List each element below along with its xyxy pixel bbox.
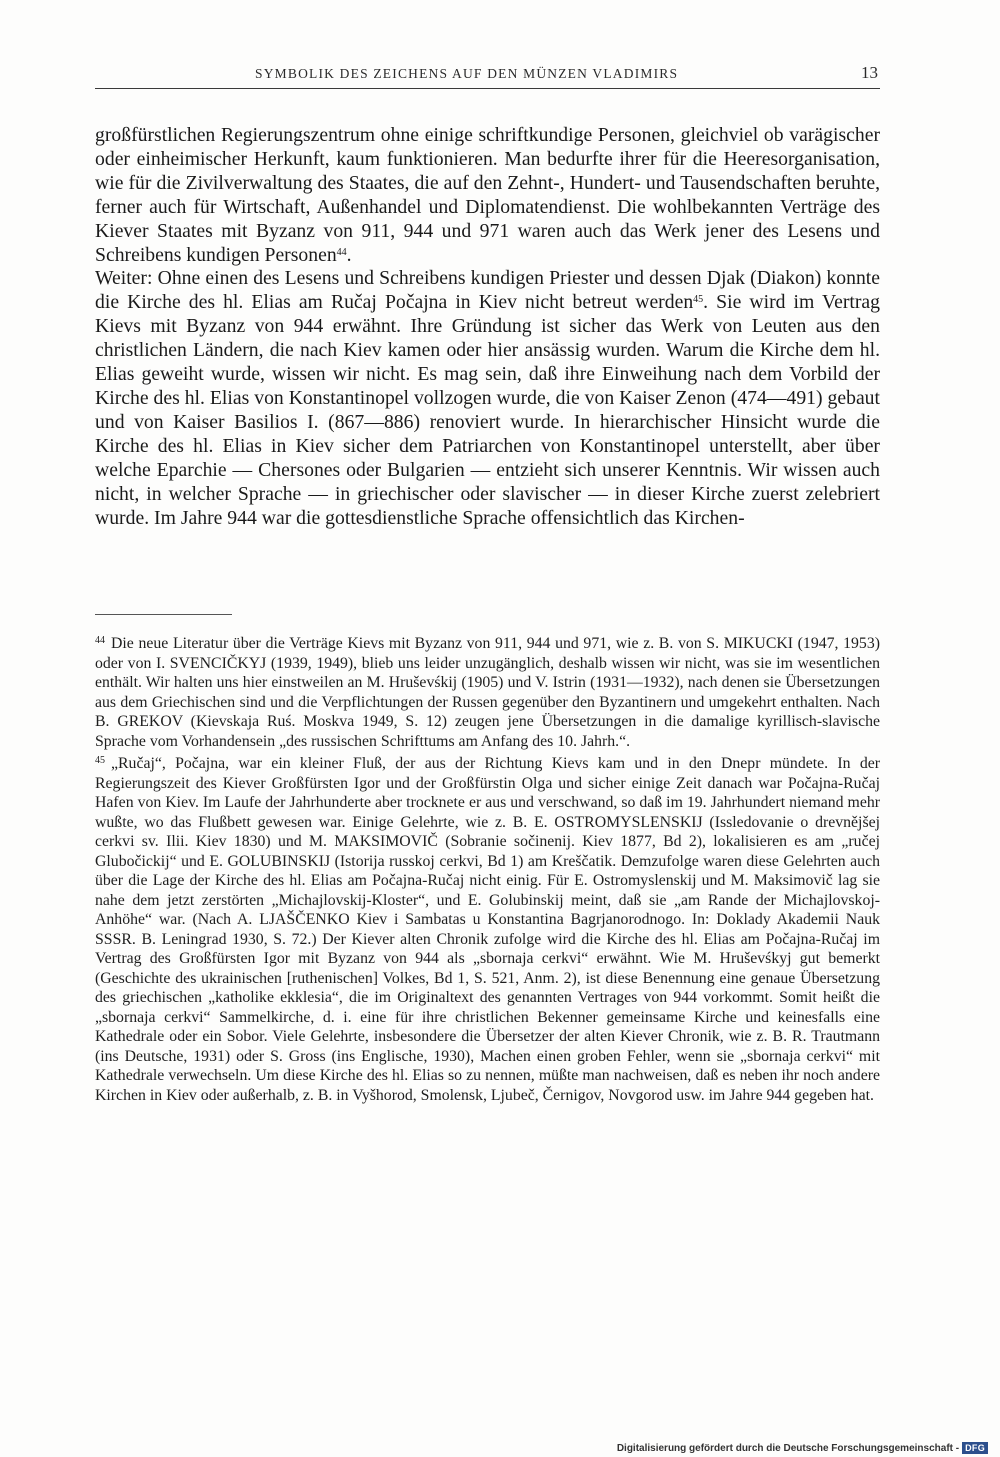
footnote-divider [95,614,232,615]
running-title: SYMBOLIK DES ZEICHENS AUF DEN MÜNZEN VLADIMIRS [255,66,679,81]
digitization-footer [617,1441,988,1455]
paragraph-text: Weiter: Ohne einen des Lesens und Schreibens kundigen Priester und dessen Djak (Diakon) konnte die Kirche des hl. Elias am Ručaj Počajna in Kiev nicht betreut werden [95,267,880,314]
footnotes [95,631,880,1105]
running-head [95,63,880,89]
page-number: 13 [861,63,878,82]
footnote-text: Die neue Literatur über die Verträge Kievs mit Byzanz von 911, 944 und 971, wie z. B. von S. MIKUCKI (1947, 1953) oder von I. SVENCIČKYJ (1939, 1949), blieb uns leider unzugänglich, deshalb wissen wir nicht, was sie im wesentlichen enthält. Wir halten uns hier einstweilen an M. Hruševśkij (1905) und V. Istrin (1931—1932), nach denen sie Übersetzungen aus dem Griechischen sind und die Verpflichtungen der Russen gegenüber den Byzantinern und umgekehrt enthalten. Nach B. GREKOV (Kievskaja Ruś. Moskva 1949, S. 12) zeugen jene Übersetzungen in die damalige kyrillisch-slavische Sprache vom Vorhandensein „des russischen Schrifttums am Anfang des 10. Jahrh.“. [95,635,880,750]
paragraph-text: . [346,243,352,266]
footnote-reference: 44 [336,246,347,258]
digitization-note: Digitalisierung gefördert durch die Deutsche Forschungsgemeinschaft - [616,1442,960,1454]
footnote-text: „Ručaj“, Počajna, war ein kleiner Fluß, der aus der Richtung Kievs kam und in den Dnepr mündete. In der Regierungszeit des Kiever Großfürsten Igor und der Großfürstin Olga und sicher einige Zeit danach war Počajna-Ručaj Hafen von Kiev. Im Laufe der Jahrhunderte aber trocknete er aus und verschwand, so daß im 19. Jahrhundert niemand mehr wußte, wo das Flußbett gewesen war. Einige Gelehrte, wie z. B. E. OSTROMYSLENSKIJ (Issledovanie o drevnějšej cerkvi sv. Ilii. Kiev 1830) und M. MAKSIMOVIČ (Sobranie sočinenij. Kiev 1877, Bd 2), lokalisieren es am „ručej Glubočickij“ und E. GOLUBINSKIJ (Istorija russkoj cerkvi, Bd 1) am Kreščatik. Demzufolge waren diese Gelehrten auch über die Lage der Kirche des hl. Elias am Počajna-Ručaj nicht einig. Für E. Ostromyslenskij und M. Maksimovič lag sie nahe dem jetzt zerstörten „Michajlovskij-Kloster“, und E. Golubinskij meint, daß sie „am Rande der Michajlovskoj-Anhöhe“ war. (Nach A. LJAŠČENKO Kiev i Sambatas u Konstantina Bagrjanorodnogo. In: Doklady Akademii Nauk SSSR. B. Leningrad 1930, S. 72.) Der Kiever alten Chronik zufolge wird die Kirche des hl. Elias am Počajna-Ručaj im Vertrag des Großfürsten Igor mit Byzanz von 944 als „sbornaja cerkvi“ erwähnt. Wie M. Hruševśkyj gut bemerkt (Geschichte des ukrainischen [ruthenischen] Volkes, Bd 1, S. 521, Anm. 2), ist diese Benennung eine genaue Übersetzung des griechischen „katholike ekklesia“, die im Originaltext des genannten Vertrages von 944 vorkommt. Somit heißt die „sbornaja cerkvi“ Sammelkirche, d. i. eine für ihre christlichen Bekenner gemeinsame Kirche und keinesfalls eine Kathedrale oder ein Sobor. Viele Gelehrte, insbesondere die Übersetzer der alten Kiever Chronik, wie z. B. R. Trautmann (ins Deutsche, 1931) oder S. Gross (ins Englische, 1930), Machen einen groben Fehler, wenn sie „sbornaja cerkvi“ mit Kathedrale verwechseln. Um diese Kirche des hl. Elias so zu nennen, müßte man nachweisen, daß es neben ihr noch andere Kirchen in Kiev oder außerhalb, z. B. in Vyšhorod, Smolensk, Ljubeč, Černigov, Novgorod usw. im Jahre 944 gegeben hat. [95,755,880,1104]
paragraph-text: . Sie wird im Vertrag Kievs mit Byzanz von 944 erwähnt. Ihre Gründung ist sicher das Werk von Leuten aus den christlichen Ländern, die nach Kiev kamen oder hier ansässig wurden. Warum die Kirche dem hl. Elias geweiht wurde, wissen wir nicht. Es mag sein, daß ihre Einweihung nach dem Vorbild der Kirche des hl. Elias von Konstantinopel vollzogen wurde, die von Kaiser Zenon (474—491) gebaut und von Kaiser Basilios I. (867—886) renoviert wurde. In hierarchischer Hinsicht wurde die Kirche des hl. Elias in Kiev sicher dem Patriarchen von Konstantinopel unterstellt, aber über welche Eparchie — Chersones oder Bulgarien — entzieht sich unserer Kenntnis. Wir wissen auch nicht, in welcher Sprache — in griechischer oder slavischer — in dieser Kirche zuerst zelebriert wurde. Im Jahre 944 war die gottesdienstliche Sprache offensichtlich das Kirchen- [95,291,880,529]
footnote-number: 44 [95,635,105,646]
footnote-number: 45 [95,755,105,766]
main-text [95,124,880,530]
footnote [95,751,880,1105]
dfg-logo: DFG [962,1442,988,1454]
footnote-reference: 45 [693,294,704,306]
footnote [95,631,880,751]
paragraph [95,124,880,267]
paragraph [95,267,880,530]
paragraph-text: großfürstlichen Regierungszentrum ohne einige schriftkundige Personen, gleichviel ob varägischer oder einheimischer Herkunft, kaum funktionieren. Man bedurfte ihrer für die Heeresorganisation, wie für die Zivilverwaltung des Staates, die auf den Zehnt-, Hundert- und Tausendschaften beruhte, ferner auch für Wirtschaft, Außenhandel und Diplomatendienst. Die wohlbekannten Verträge des Kiever Staates mit Byzanz von 911, 944 und 971 waren auch das Werk jener des Lesens und Schreibens kundigen Personen [95,124,880,266]
